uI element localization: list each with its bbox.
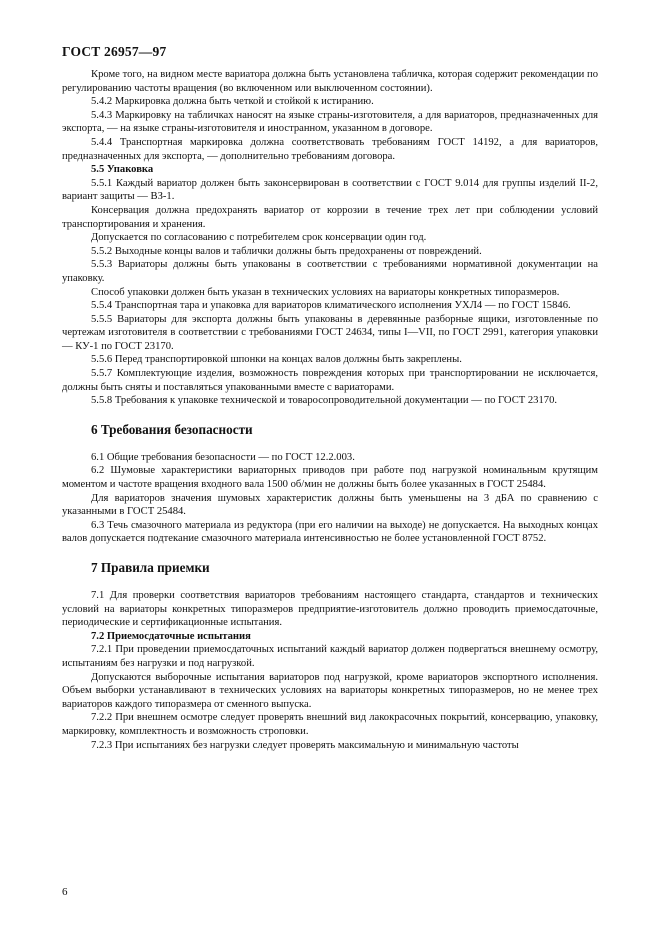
paragraph: 5.5.5 Вариаторы для экспорта должны быть упакованы в деревянные разборные ящики, изготовленные по чертежам изготовителя в соответствии с требованиями ГОСТ 24634, типы I—VII, по ГОСТ 2991, категория упаковки — КУ-1 по ГОСТ 23170.: [62, 313, 598, 352]
paragraph: 7.1 Для проверки соответствия вариаторов требованиям настоящего стандарта, стандартов и технических условий на вариаторы конкретных типоразмеров предприятие-изготовитель должно проводить приемосдаточные, периодические и сертификационные испытания.: [62, 590, 598, 629]
paragraph: 7.2.2 При внешнем осмотре следует проверять внешний вид лакокрасочных покрытий, консервацию, упаковку, маркировку, комплектность и возможность строповки.: [62, 712, 598, 737]
paragraph: 7.2.3 При испытаниях без нагрузки следует проверять максимальную и минимальную частоты: [91, 739, 519, 751]
paragraph: Консервация должна предохранять вариатор от коррозии в течение трех лет при соблюдении условий транспортирования и хранения.: [62, 204, 598, 230]
subsection-heading: 5.5 Упаковка: [91, 164, 154, 176]
standard-header: ГОСТ 26957—97: [62, 44, 167, 59]
subsection-heading: 7.2 Приемосдаточные испытания: [91, 630, 251, 642]
section-heading: 6 Требования безопасности: [91, 421, 253, 437]
section-heading: 7 Правила приемки: [91, 560, 210, 575]
paragraph: Допускается по согласованию с потребителем срок консервации один год.: [91, 232, 427, 244]
paragraph: 5.5.8 Требования к упаковке технической и товаросопроводительной документации — по ГОСТ 23170.: [91, 395, 558, 407]
paragraph: 5.5.3 Вариаторы должны быть упакованы в соответствии с требованиями нормативной документации на упаковку.: [62, 259, 598, 284]
paragraph: Кроме того, на видном месте вариатора должна быть установлена табличка, которая содержит рекомендации по регулированию частоты вращения (во включенном или выключенном состоянии).: [62, 69, 598, 94]
paragraph: 6.1 Общие требования безопасности — по ГОСТ 12.2.003.: [91, 451, 355, 463]
paragraph: 5.4.2 Маркировка должна быть четкой и стойкой к истиранию.: [91, 96, 374, 108]
paragraph: Допускаются выборочные испытания вариаторов под нагрузкой, кроме вариаторов экспортного исполнения. Объем выборки устанавливают в технических условиях на вариаторы конкретных типоразмеров, но не менее трех вариаторов каждого типоразмера от сменного выпуска.: [62, 671, 598, 710]
paragraph: 5.4.4 Транспортная маркировка должна соответствовать требованиям ГОСТ 14192, а для вариаторов, предназначенных для экспорта, — дополнительно требованиям договора.: [62, 136, 598, 162]
paragraph: 5.5.4 Транспортная тара и упаковка для вариаторов климатического исполнения УХЛ4 — по ГОСТ 15846.: [91, 300, 571, 312]
paragraph: 5.5.1 Каждый вариатор должен быть законсервирован в соответствии с ГОСТ 9.014 для группы изделий II-2, вариант защиты — ВЗ-1.: [62, 177, 598, 203]
document-body: [62, 68, 598, 752]
paragraph: 5.5.6 Перед транспортировкой шпонки на концах валов должны быть закреплены.: [91, 354, 462, 366]
paragraph: 5.5.2 Выходные концы валов и таблички должны быть предохранены от повреждений.: [91, 245, 482, 257]
paragraph: 5.5.7 Комплектующие изделия, возможность повреждения которых при транспортировании не исключается, должны быть сняты и поставляться упакованными вместе с вариаторами.: [62, 368, 598, 393]
paragraph: Для вариаторов значения шумовых характеристик должны быть уменьшены на 3 дБА по сравнению с указанными в ГОСТ 25484.: [62, 492, 598, 518]
paragraph: 6.3 Течь смазочного материала из редуктора (при его наличии на выходе) не допускается. На выходных концах валов допускается подтекание смазочного материала интенсивностью не более установленной ГОСТ 8752.: [62, 519, 598, 545]
paragraph: Способ упаковки должен быть указан в технических условиях на вариаторы конкретных типоразмеров.: [91, 286, 560, 298]
paragraph: 7.2.1 При проведении приемосдаточных испытаний каждый вариатор должен подвергаться внешнему осмотру, испытаниям без нагрузки и под нагрузкой.: [62, 644, 598, 669]
paragraph: 5.4.3 Маркировку на табличках наносят на языке страны-изготовителя, а для вариаторов, предназначенных для экспорта, — на языке страны-изготовителя и иностранном, указанном в договоре.: [62, 109, 598, 135]
paragraph: 6.2 Шумовые характеристики вариаторных приводов при работе под нагрузкой номинальным крутящим моментом и частоте вращения входного вала 1500 об/мин не должны быть более указанных в ГОСТ 25484.: [62, 465, 598, 491]
page-number: 6: [62, 886, 68, 898]
